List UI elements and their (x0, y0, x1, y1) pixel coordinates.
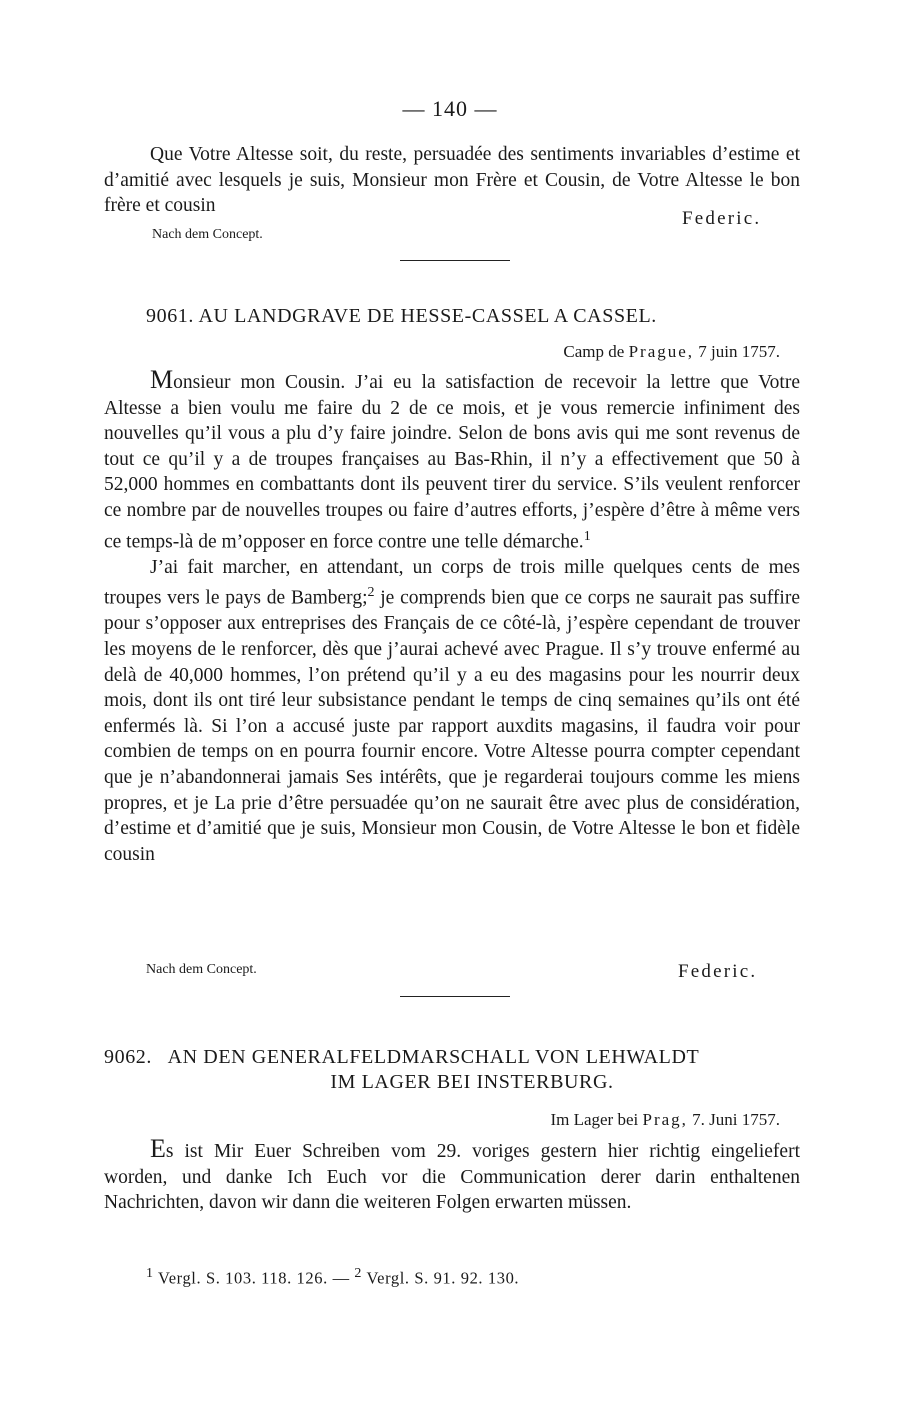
paragraph-text: J’ai fait marcher, en attendant, un corps de trois mille quelques cents de mes troupes vers le pays de Bamberg; (104, 556, 800, 609)
heading-line-1 (104, 1046, 800, 1069)
letter-number: 9062. (104, 1046, 152, 1068)
body-paragraph-3 (104, 1136, 800, 1216)
section-divider-2 (400, 996, 510, 997)
letter-number: 9061. (146, 305, 194, 327)
body-paragraph-1 (104, 367, 800, 555)
page-number: — 140 — (402, 96, 498, 121)
footnote-mark-1: 1 (146, 1266, 154, 1281)
letter-title: AU LANDGRAVE DE HESSE-CASSEL A CASSEL. (198, 305, 657, 327)
closing-paragraph: Que Votre Altesse soit, du reste, persuadée des sentiments invariables d’estime et d’amitié avec lesquels je suis, Monsieur mon Frère et Cousin, de Votre Altesse le bon frère et cousin (104, 144, 800, 217)
signature-1: Federic. (682, 208, 762, 229)
initial-letter: M (150, 365, 174, 394)
letter-body-9061 (104, 367, 800, 867)
signature-2: Federic. (678, 961, 758, 982)
paragraph-text: onsieur mon Cousin. J’ai eu la satisfaction de recevoir la lettre que Votre Altesse a bien voulu me faire du 2 de ce mois, et je vous remercie infiniment des nouvelles qu’il vous a plu d’y faire joindre. Selon de bons avis qui me sont revenus de tout ce qu’il y a de troupes françaises au Bas-Rhin, il n’y a effectivement que 50 à 52,000 hommes en combattants dont ils peuvent tirer du service. S’ils veulent renforcer ce nombre par de nouvelles troupes ou faire d’autres efforts, j’espère d’être à même vers ce temps-là de m’opposer en force contre une telle démarche. (104, 372, 800, 553)
date-day: 7 juin 1757. (694, 342, 780, 361)
paragraph-text: s ist Mir Euer Schreiben vom 29. voriges gestern hier richtig eingeliefert worden, und danke Ich Euch vor die Communication derer darin enthaltenen Nachrichten, davon wir dann die weiteren Folgen erwarten müssen. (104, 1141, 800, 1214)
letter-heading-9061 (146, 305, 806, 328)
dateline-9062 (550, 1110, 780, 1130)
footnote-1: Vergl. S. 103. 118. 126. (158, 1268, 328, 1288)
paragraph-text: je comprends bien que ce corps ne saurait pas suffire pour s’opposer aux entreprises des Français de ce côté-là, j’espère cependant de trouver les moyens de le renforcer, dès que j’aurai achevé avec Prague. Il s’y trouve enfermé au delà de 40,000 hommes, l’on prétend qu’il y a eu des magasins pour les nourrir deux mois, dont ils ont tiré leur subsistance pendant le temps de cinq semaines qu’ils ont été enfermés là. Si l’on a accusé juste par rapport auxdits magasins, il faudra voir pour combien de temps on en pourra fournir encore. Votre Altesse pourra compter cependant que je n’abandonnerai jamais Ses intérêts, que je regarderai toujours comme les miens propres, et je La prie d’être persuadée qu’on ne saurait être avec plus de considération, d’estime et d’amitié que je suis, Monsieur mon Cousin, de Votre Altesse le bon et fidèle cousin (104, 587, 800, 865)
footnote-mark-2: 2 (354, 1266, 363, 1281)
letter-body-9062 (104, 1136, 800, 1216)
footnote-separator: — (332, 1268, 350, 1288)
heading-line-2: IM LAGER BEI INSTERBURG. (330, 1071, 614, 1093)
footnotes (146, 1266, 519, 1289)
date-place: Im Lager bei (550, 1110, 643, 1129)
initial-letter: E (150, 1134, 166, 1163)
date-place: Camp de (563, 342, 629, 361)
source-note-2: Nach dem Concept. (146, 962, 257, 977)
letter-title: AN DEN GENERALFELDMARSCHALL VON LEHWALDT (167, 1046, 700, 1068)
body-paragraph-2 (104, 555, 800, 868)
section-divider-1 (400, 260, 510, 261)
date-city: Prague, (628, 342, 695, 361)
footnote-ref-1: 1 (583, 528, 591, 544)
footnote-2: Vergl. S. 91. 92. 130. (366, 1268, 520, 1288)
date-city: Prag, (642, 1110, 688, 1129)
source-note-1: Nach dem Concept. (152, 227, 263, 242)
dateline-9061 (563, 342, 780, 362)
date-day: 7. Juni 1757. (687, 1110, 780, 1129)
footnote-ref-2: 2 (367, 585, 375, 601)
letter-heading-9062 (104, 1046, 800, 1094)
